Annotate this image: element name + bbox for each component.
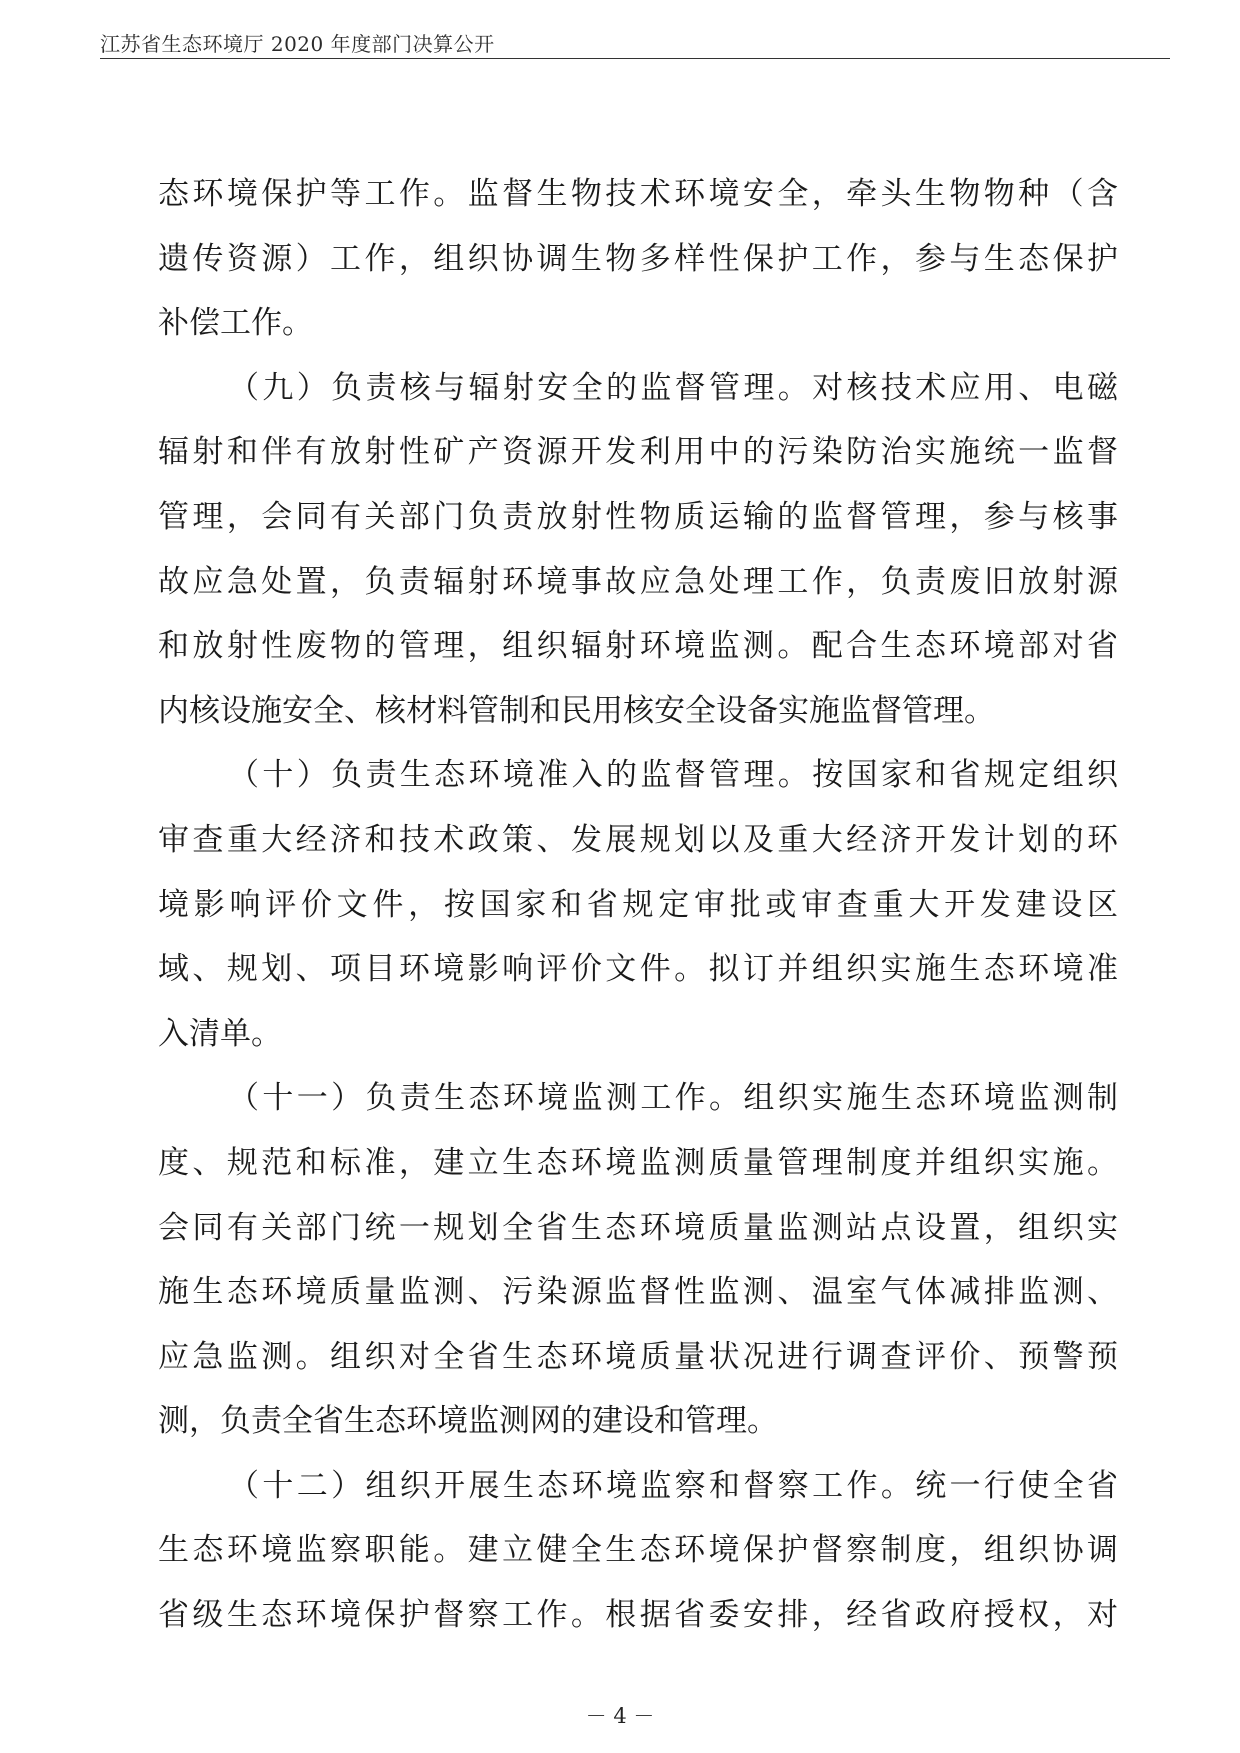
text-line: 域、规划、项目环境影响评价文件。拟订并组织实施生态环境准 xyxy=(158,951,1118,988)
text-line: （九）负责核与辐射安全的监督管理。对核技术应用、电磁 xyxy=(228,369,1118,406)
text-line: 故应急处置，负责辐射环境事故应急处理工作，负责废旧放射源 xyxy=(158,563,1118,600)
text-line: 测，负责全省生态环境监测网的建设和管理。 xyxy=(158,1403,778,1440)
text-line: 施生态环境质量监测、污染源监督性监测、温室气体减排监测、 xyxy=(158,1274,1118,1311)
text-line: （十二）组织开展生态环境监察和督察工作。统一行使全省 xyxy=(228,1467,1118,1504)
paragraph xyxy=(158,162,1118,356)
document-body xyxy=(158,162,1118,1648)
text-line: 入清单。 xyxy=(158,1015,282,1052)
text-line: 境影响评价文件，按国家和省规定审批或审查重大开发建设区 xyxy=(158,886,1118,923)
paragraph xyxy=(158,1454,1118,1648)
paragraph xyxy=(158,1066,1118,1454)
text-line: 生态环境监察职能。建立健全生态环境保护督察制度，组织协调 xyxy=(158,1532,1118,1569)
text-line: （十）负责生态环境准入的监督管理。按国家和省规定组织 xyxy=(228,757,1118,794)
text-line: 和放射性废物的管理，组织辐射环境监测。配合生态环境部对省 xyxy=(158,628,1118,665)
text-line: 补偿工作。 xyxy=(158,305,313,342)
text-line: 遗传资源）工作，组织协调生物多样性保护工作，参与生态保护 xyxy=(158,240,1118,277)
header-title: 江苏省生态环境厅 2020 年度部门决算公开 xyxy=(100,32,495,56)
text-line: 审查重大经济和技术政策、发展规划以及重大经济开发计划的环 xyxy=(158,821,1118,858)
paragraph xyxy=(158,356,1118,744)
text-line: 应急监测。组织对全省生态环境质量状况进行调查评价、预警预 xyxy=(158,1338,1118,1375)
text-line: 内核设施安全、核材料管制和民用核安全设备实施监督管理。 xyxy=(158,692,995,729)
paragraph xyxy=(158,743,1118,1066)
text-line: 度、规范和标准，建立生态环境监测质量管理制度并组织实施。 xyxy=(158,1144,1118,1181)
text-line: 辐射和伴有放射性矿产资源开发利用中的污染防治实施统一监督 xyxy=(158,434,1118,471)
page-header xyxy=(100,22,1170,59)
text-line: 态环境保护等工作。监督生物技术环境安全，牵头生物物种（含 xyxy=(158,176,1118,212)
text-line: 管理，会同有关部门负责放射性物质运输的监督管理，参与核事 xyxy=(158,498,1118,535)
text-line: （十一）负责生态环境监测工作。组织实施生态环境监测制 xyxy=(228,1080,1118,1117)
text-line: 会同有关部门统一规划全省生态环境质量监测站点设置，组织实 xyxy=(158,1209,1118,1246)
page-number: － 4 － xyxy=(585,1704,655,1728)
text-line: 省级生态环境保护督察工作。根据省委安排，经省政府授权，对 xyxy=(158,1597,1118,1634)
